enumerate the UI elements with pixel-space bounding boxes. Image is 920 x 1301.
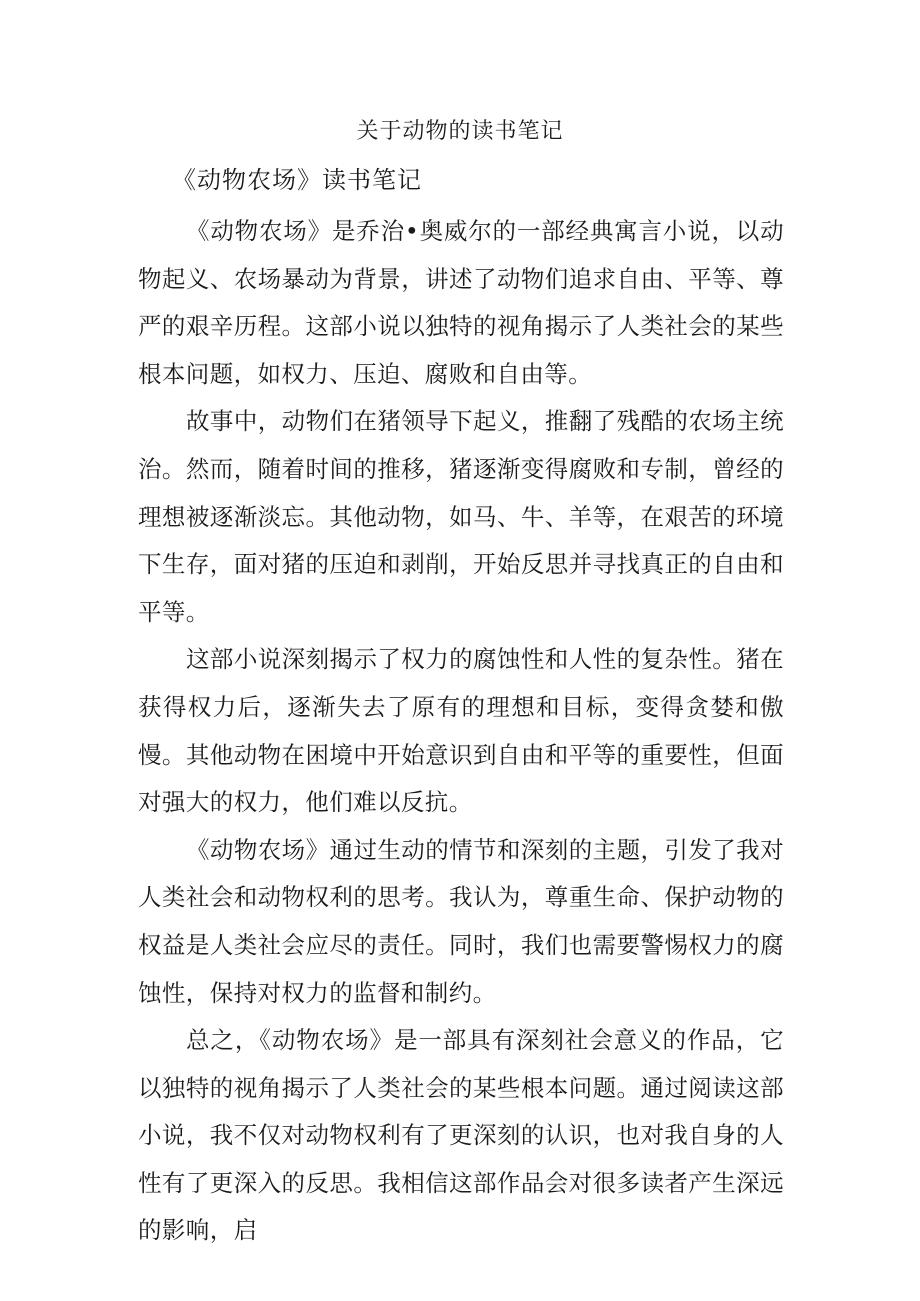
document-body (138, 208, 784, 1255)
paragraph-1: 《动物农场》是乔治•奥威尔的一部经典寓言小说，以动物起义、农场暴动为背景，讲述了动物们追求自由、平等、尊严的艰辛历程。这部小说以独特的视角揭示了人类社会的某些根本问题，如权力、压迫、腐败和自由等。 (138, 217, 784, 388)
paragraph-3: 这部小说深刻揭示了权力的腐蚀性和人性的复杂性。猪在获得权力后，逐渐失去了原有的理想和目标，变得贪婪和傲慢。其他动物在困境中开始意识到自由和平等的重要性，但面对强大的权力，他们难以反抗。 (138, 645, 784, 817)
document-subtitle: 《动物农场》读书笔记 (172, 166, 422, 194)
document-title: 关于动物的读书笔记 (356, 119, 564, 144)
paragraph-2: 故事中，动物们在猪领导下起义，推翻了残酷的农场主统治。然而，随着时间的推移，猪逐渐变得腐败和专制，曾经的理想被逐渐淡忘。其他动物，如马、牛、羊等，在艰苦的环境下生存，面对猪的压迫和剥削，开始反思并寻找真正的自由和平等。 (138, 407, 784, 626)
paragraph-4: 《动物农场》通过生动的情节和深刻的主题，引发了我对人类社会和动物权利的思考。我认为，尊重生命、保护动物的权益是人类社会应尽的责任。同时，我们也需要警惕权力的腐蚀性，保持对权力的监督和制约。 (138, 835, 784, 1007)
paragraph-5: 总之，《动物农场》是一部具有深刻社会意义的作品，它以独特的视角揭示了人类社会的某些根本问题。通过阅读这部小说，我不仅对动物权利有了更深刻的认识，也对我自身的人性有了更深入的反思。我相信这部作品会对很多读者产生深远的影响，启 (138, 1026, 784, 1245)
